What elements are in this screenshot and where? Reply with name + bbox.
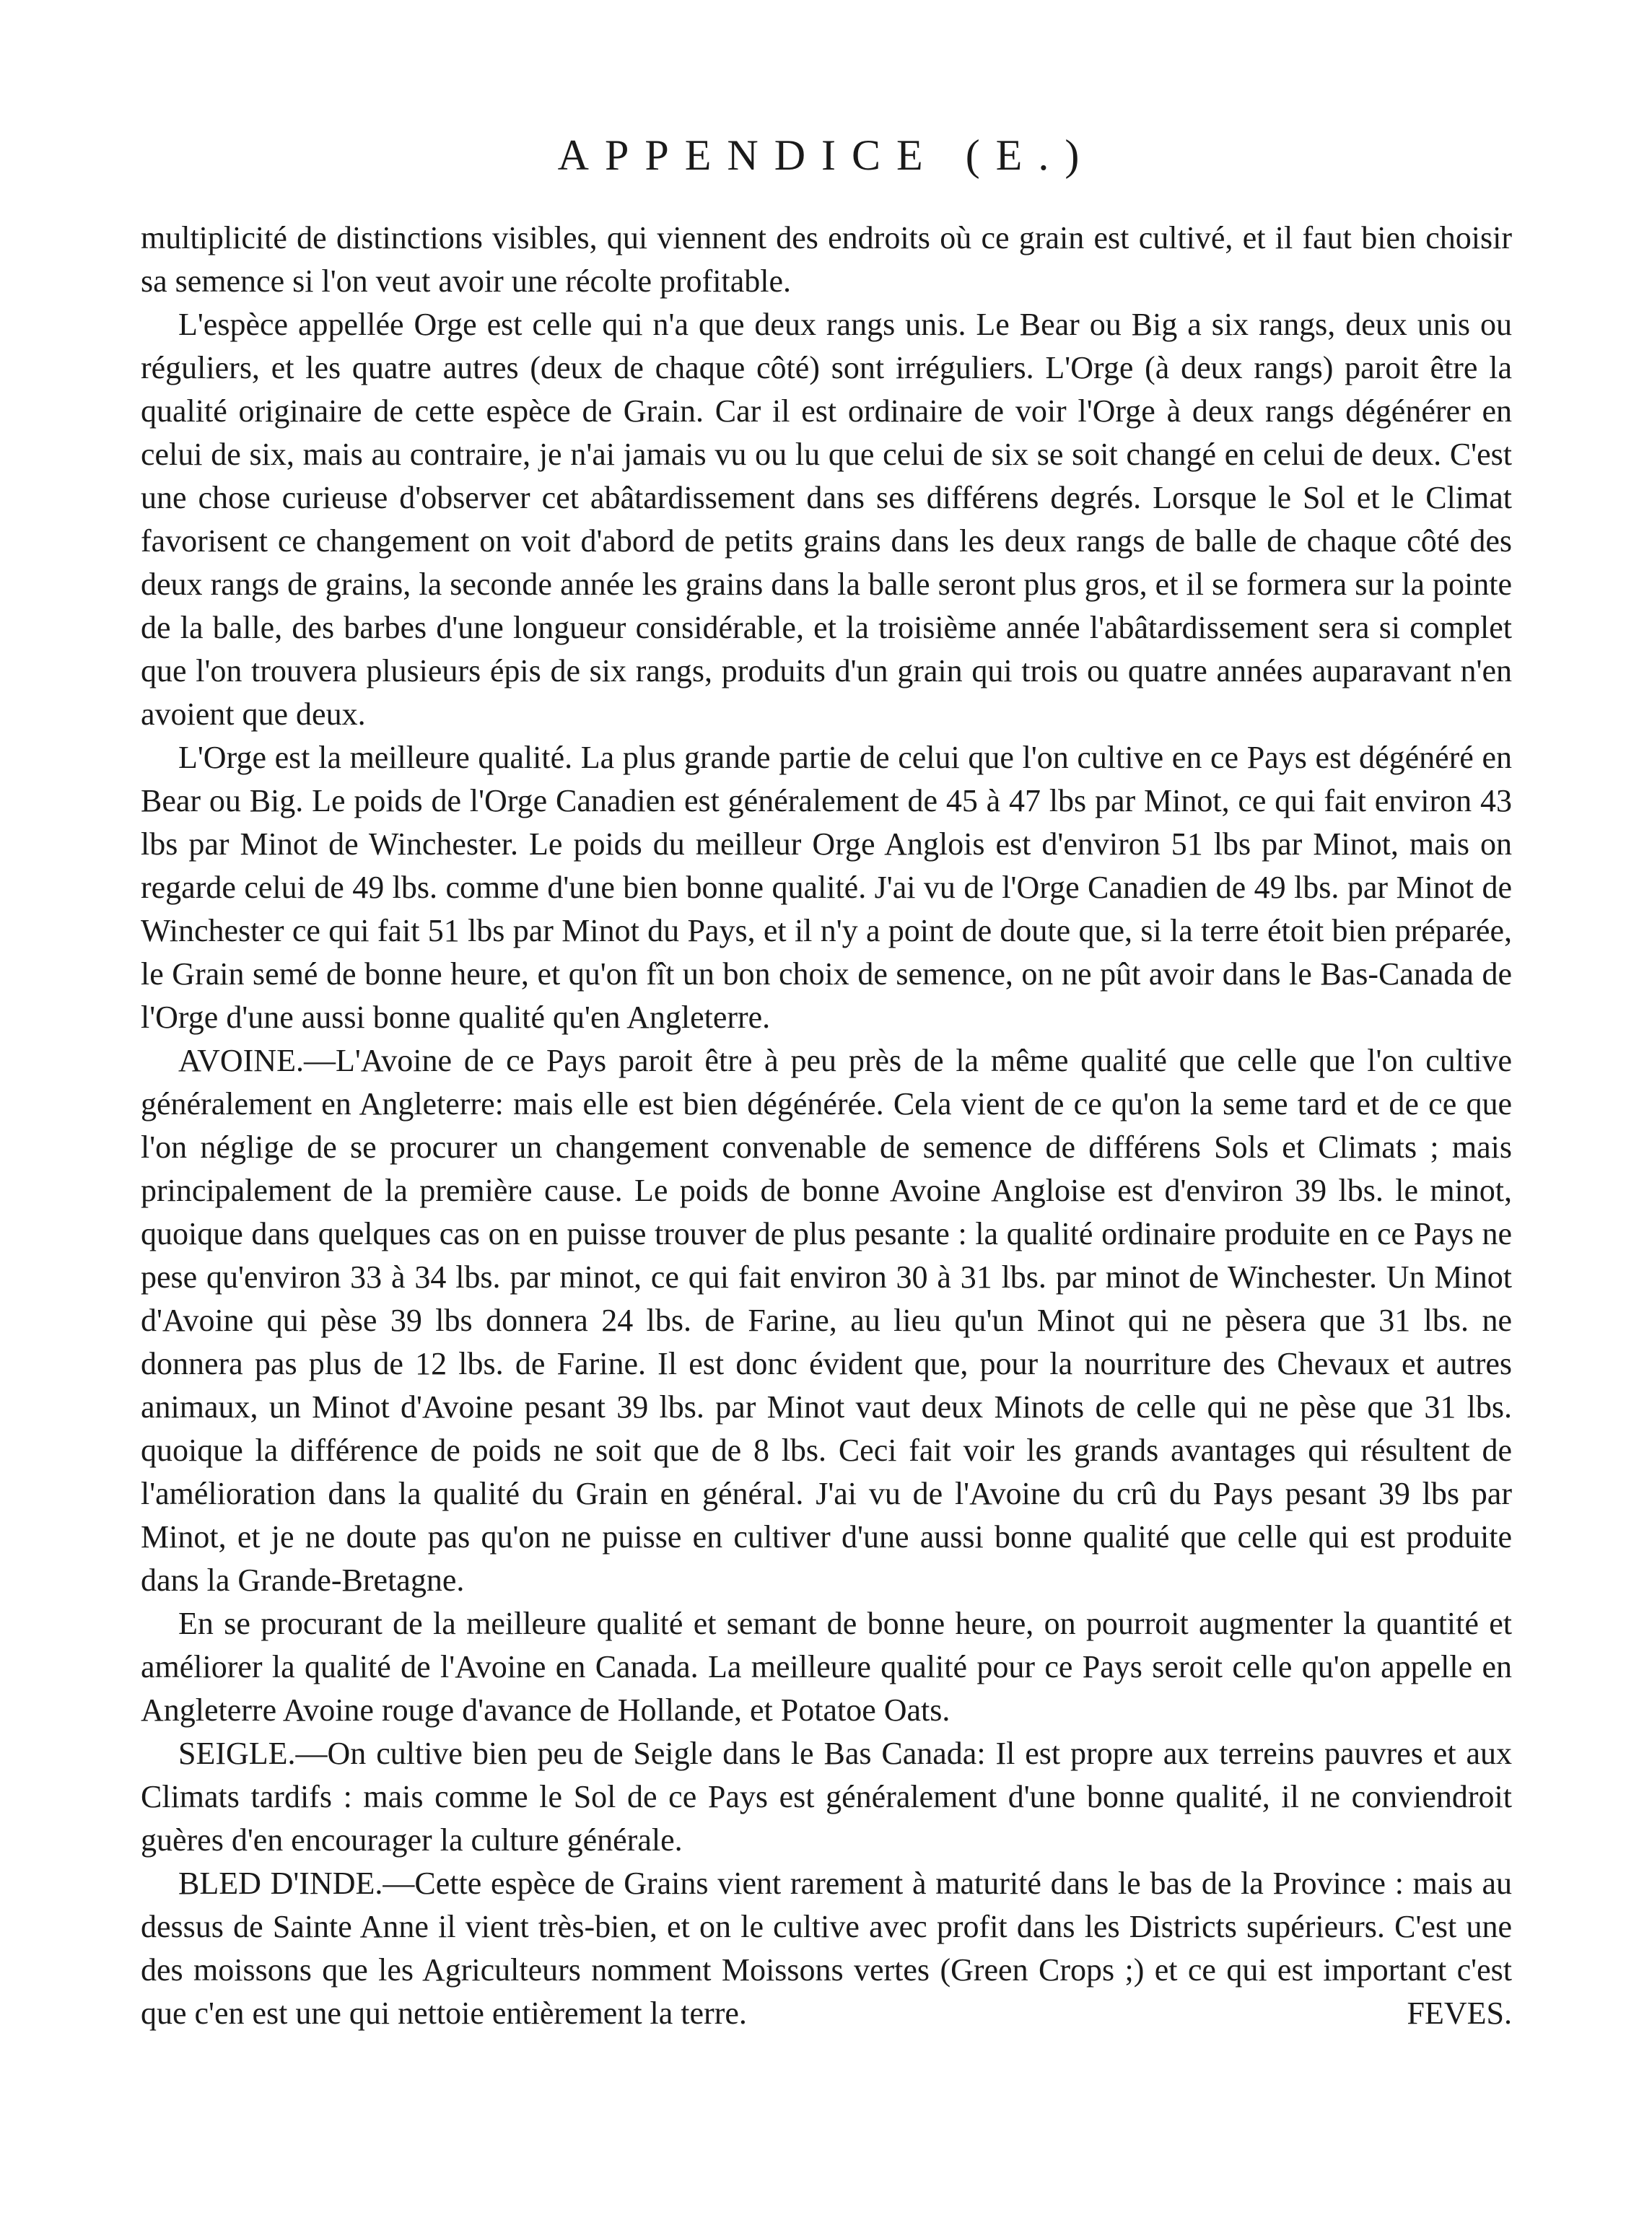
- paragraph-intro: multiplicité de distinctions visibles, qui viennent des endroits où ce grain est cultivé, et il faut bien choisir sa semence si l'on veut avoir une récolte profitable.: [141, 220, 1512, 299]
- paragraph-seigle: SEIGLE.—On cultive bien peu de Seigle dans le Bas Canada: Il est propre aux terreins pauvres et aux Climats tardifs : mais comme le Sol de ce Pays est généralement d'une bonne qualité, il ne conviendroit guères d'en encourager la culture générale.: [141, 1736, 1512, 1858]
- body-text: [141, 217, 1512, 2035]
- running-title: APPENDICE (E.): [557, 131, 1096, 179]
- paragraph-orge-espece: L'espèce appellée Orge est celle qui n'a que deux rangs unis. Le Bear ou Big a six rangs, deux unis ou réguliers, et les quatre autres (deux de chaque côté) sont irréguliers. L'Orge (à deux rangs) paroit être la qualité originaire de cette espèce de Grain. Car il est ordinaire de voir l'Orge à deux rangs dégénérer en celui de six, mais au contraire, je n'ai jamais vu ou lu que celui de six se soit changé en celui de deux. C'est une chose curieuse d'observer cet abâtardissement dans ses différens degrés. Lorsque le Sol et le Climat favorisent ce changement on voit d'abord de petits grains dans les deux rangs de balle de chaque côté des deux rangs de grains, la seconde année les grains dans la balle seront plus gros, et il se formera sur la pointe de la balle, des barbes d'une longueur considérable, et la troisième année l'abâtardissement sera si complet que l'on trouvera plusieurs épis de six rangs, produits d'un grain qui trois ou quatre années auparavant n'en avoient que deux.: [141, 307, 1512, 732]
- paragraph-avoine-amelioration: En se procurant de la meilleure qualité et semant de bonne heure, on pourroit augmenter la quantité et améliorer la qualité de l'Avoine en Canada. La meilleure qualité pour ce Pays seroit celle qu'on appelle en Angleterre Avoine rouge d'avance de Hollande, et Potatoe Oats.: [141, 1606, 1512, 1728]
- paragraph-orge-qualite: L'Orge est la meilleure qualité. La plus grande partie de celui que l'on cultive en ce Pays est dégénéré en Bear ou Big. Le poids de l'Orge Canadien est généralement de 45 à 47 lbs par Minot, ce qui fait environ 43 lbs par Minot de Winchester. Le poids du meilleur Orge Anglois est d'environ 51 lbs par Minot, mais on regarde celui de 49 lbs. comme d'une bien bonne qualité. J'ai vu de l'Orge Canadien de 49 lbs. par Minot de Winchester ce qui fait 51 lbs par Minot du Pays, et il n'y a point de doute que, si la terre étoit bien préparée, le Grain semé de bonne heure, et qu'on fît un bon choix de semence, on ne pût avoir dans le Bas-Canada de l'Orge d'une aussi bonne qualité qu'en Angleterre.: [141, 740, 1512, 1035]
- document-page: [141, 123, 1512, 2035]
- paragraph-bled-dinde: BLED D'INDE.—Cette espèce de Grains vient rarement à maturité dans le bas de la Province : mais au dessus de Sainte Anne il vient très-bien, et on le cultive avec profit dans les Districts supérieurs. C'est une des moissons que les Agriculteurs nomment Moissons vertes (Green Crops ;) et ce qui est important c'est que c'en est une qui nettoie entièrement la terre.: [141, 1866, 1512, 2031]
- catchword: FEVES.: [1407, 1996, 1512, 2031]
- paragraph-avoine: AVOINE.—L'Avoine de ce Pays paroit être à peu près de la même qualité que celle que l'on cultive généralement en Angleterre: mais elle est bien dégénérée. Cela vient de ce qu'on la seme tard et de ce que l'on néglige de se procurer un changement convenable de semence de différens Sols et Climats ; mais principalement de la première cause. Le poids de bonne Avoine Angloise est d'environ 39 lbs. le minot, quoique dans quelques cas on en puisse trouver de plus pesante : la qualité ordinaire produite en ce Pays ne pese qu'environ 33 à 34 lbs. par minot, ce qui fait environ 30 à 31 lbs. par minot de Winchester. Un Minot d'Avoine qui pèse 39 lbs donnera 24 lbs. de Farine, au lieu qu'un Minot qui ne pèsera que 31 lbs. ne donnera pas plus de 12 lbs. de Farine. Il est donc évident que, pour la nourriture des Chevaux et autres animaux, un Minot d'Avoine pesant 39 lbs. par Minot vaut deux Minots de celle qui ne pèse que 31 lbs. quoique la différence de poids ne soit que de 8 lbs. Ceci fait voir les grands avantages qui résultent de l'amélioration dans la qualité du Grain en général. J'ai vu de l'Avoine du crû du Pays pesant 39 lbs par Minot, et je ne doute pas qu'on ne puisse en cultiver d'une aussi bonne qualité que celle qui est produite dans la Grande-Bretagne.: [141, 1043, 1512, 1598]
